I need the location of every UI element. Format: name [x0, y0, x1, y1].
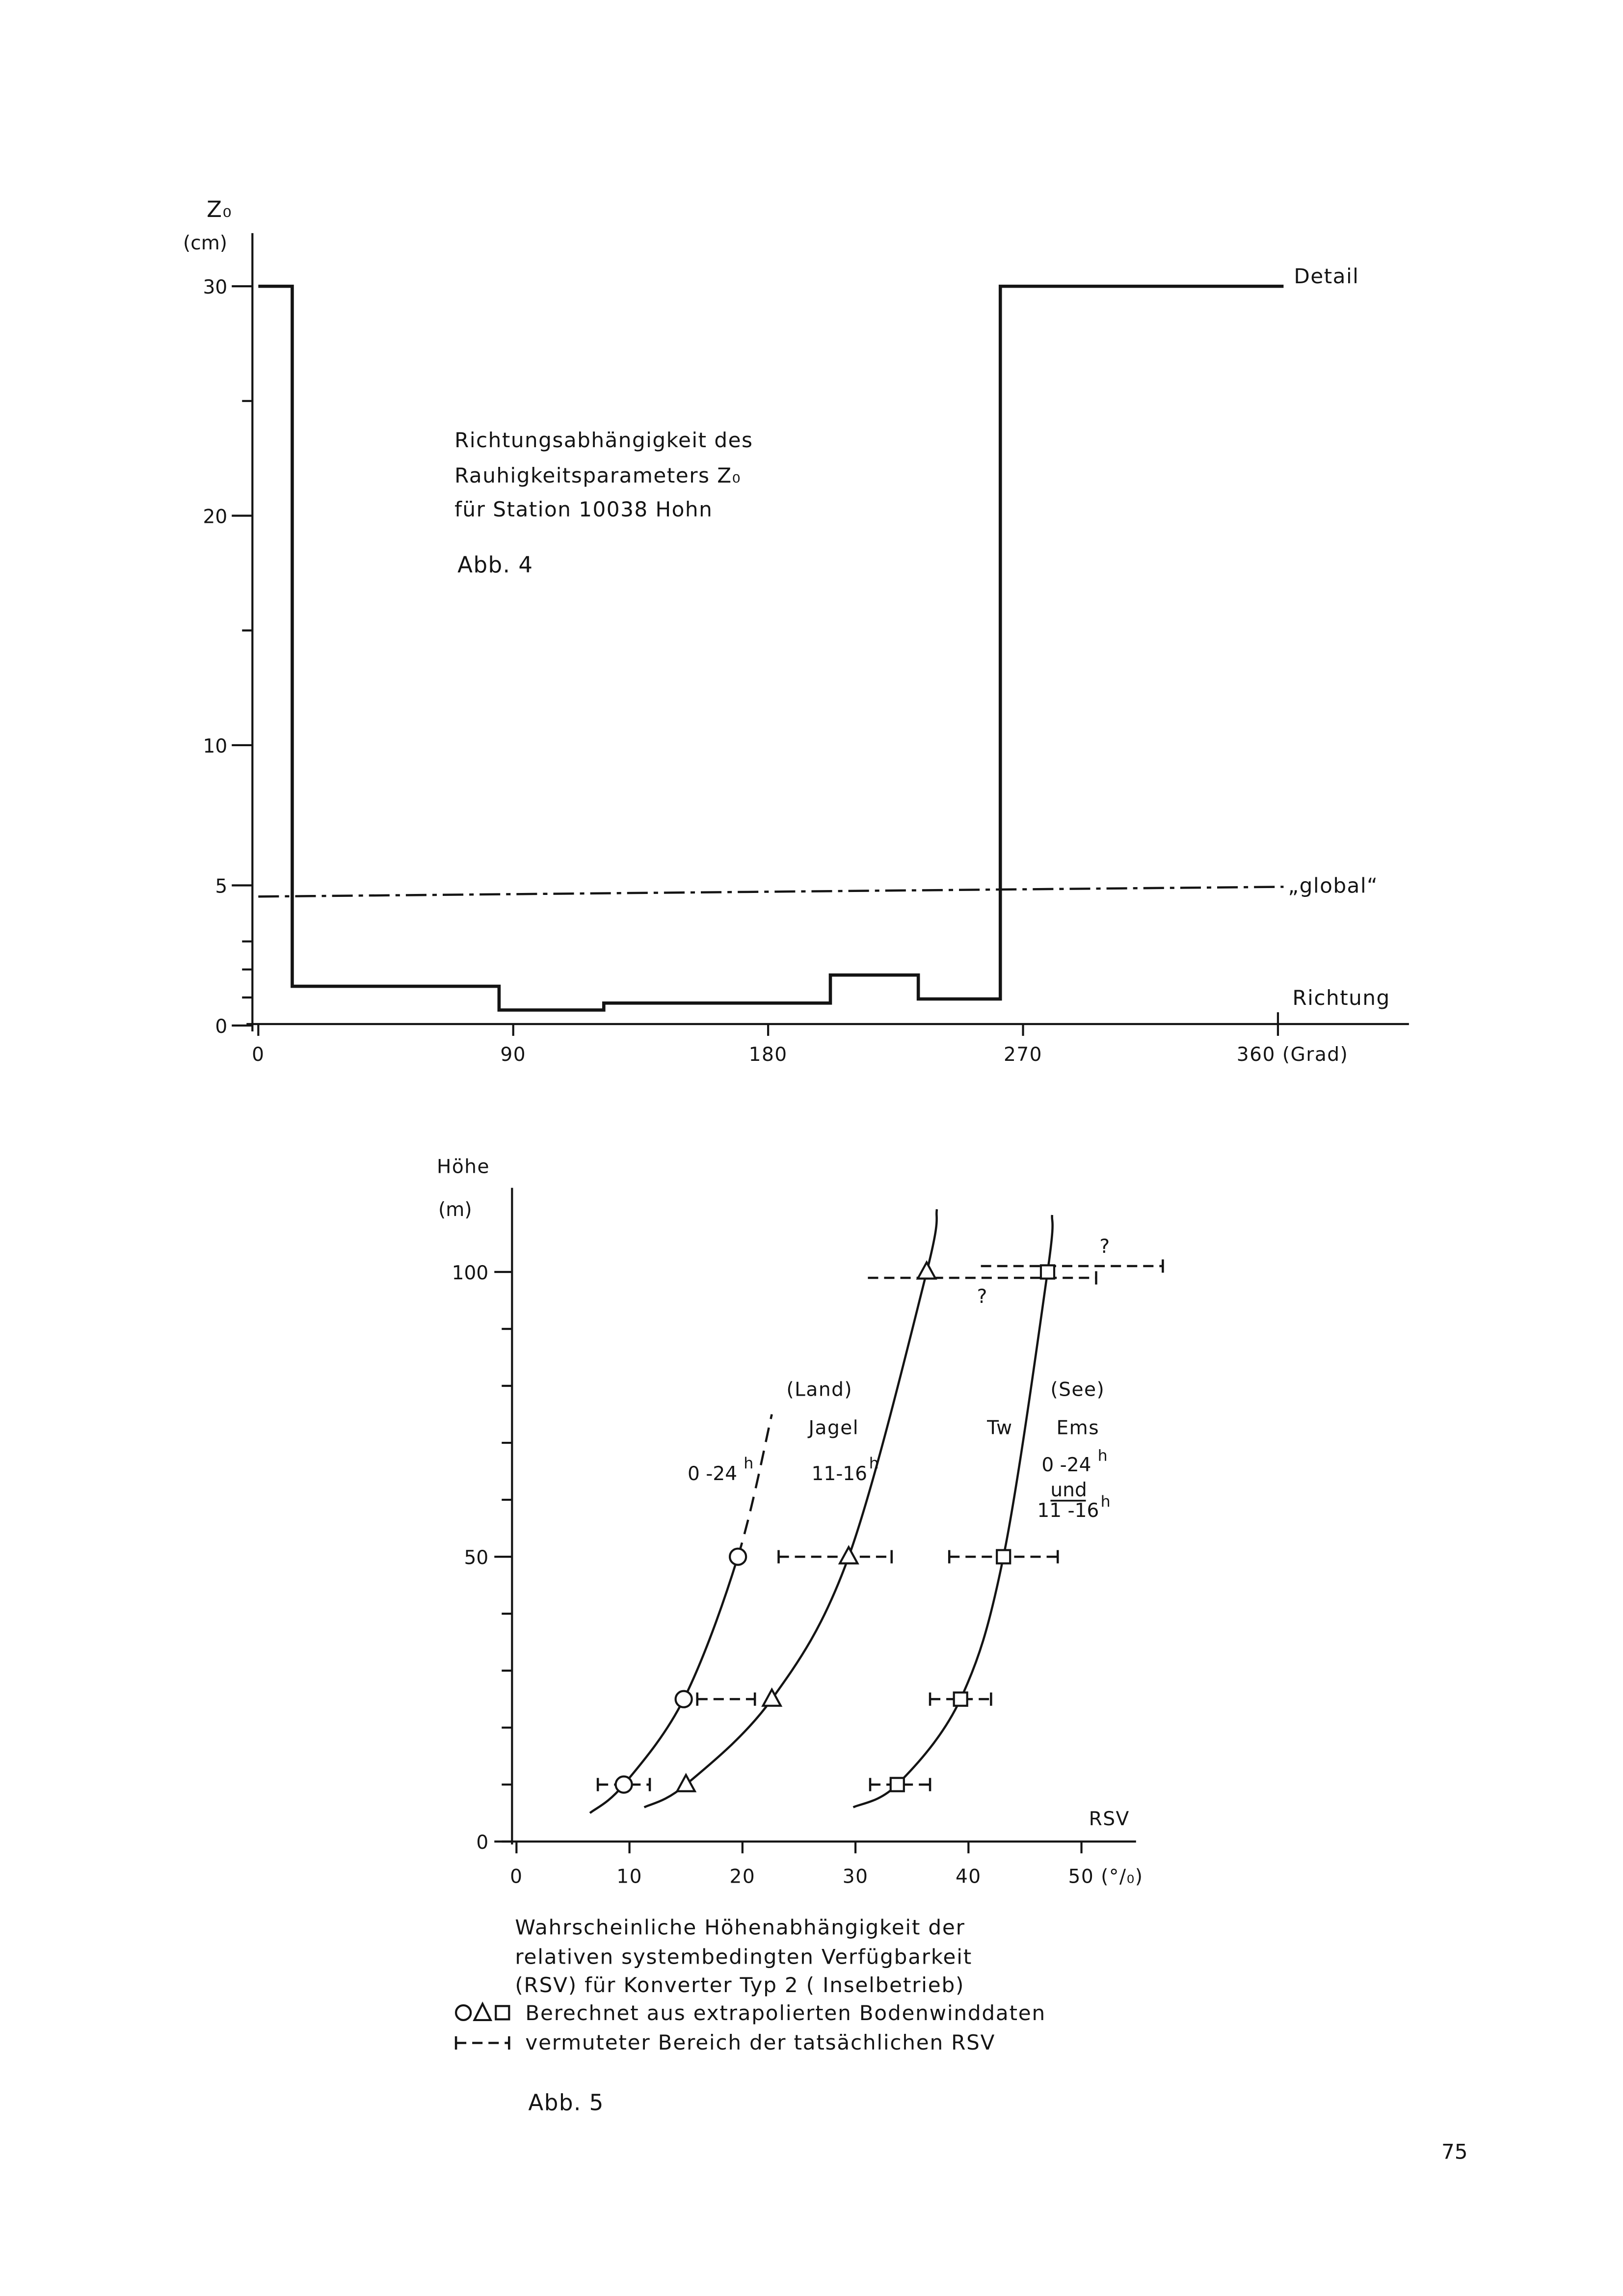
y-axis-unit: (cm): [183, 232, 228, 254]
y-tick-label: 100: [452, 1262, 489, 1285]
y-tick-label: 30: [203, 276, 228, 299]
figure-label: Abb. 5: [528, 2089, 604, 2116]
y-tick-label: 0: [476, 1832, 489, 1854]
label-und: und: [1050, 1479, 1087, 1501]
y-tick-label: 5: [215, 875, 228, 898]
x-tick-label: 270: [1003, 1044, 1043, 1066]
y-tick-label: 50: [464, 1547, 489, 1569]
annotation-line: für Station 10038 Hohn: [454, 497, 713, 522]
y-axis-label: Höhe: [437, 1156, 490, 1178]
legend-text: Berechnet aus extrapolierten Bodenwinddaten: [525, 2000, 1046, 2025]
square-marker: [954, 1693, 967, 1706]
label-tw: Tw: [987, 1417, 1013, 1439]
label-land-all-day: 0 -24: [688, 1462, 738, 1485]
label-hour-superscript: h: [1100, 1492, 1111, 1511]
range-uncertain-note: ?: [977, 1286, 987, 1308]
series-label-global: „global“: [1288, 873, 1379, 898]
x-tick-label: 40: [955, 1865, 982, 1888]
label-hour-superscript: h: [744, 1454, 754, 1472]
range-uncertain-note: ?: [1099, 1235, 1110, 1258]
figure-label: Abb. 4: [457, 552, 533, 578]
x-axis-label: Richtung: [1292, 985, 1390, 1010]
circle-marker: [730, 1549, 746, 1565]
y-axis-label: Z₀: [207, 196, 233, 222]
x-axis-label: RSV: [1089, 1808, 1130, 1831]
circle-marker: [676, 1691, 692, 1707]
square-marker: [891, 1778, 904, 1791]
x-tick-label: 360 (Grad): [1236, 1044, 1349, 1066]
circle-marker: [616, 1777, 632, 1793]
label-land: (Land): [786, 1378, 853, 1401]
page-number: 75: [1441, 2139, 1468, 2164]
series-label-detail: Detail: [1294, 264, 1359, 289]
label-jagel: Jagel: [808, 1417, 859, 1439]
label-ems: Ems: [1056, 1417, 1100, 1439]
x-tick-label: 50 (°/₀): [1068, 1865, 1144, 1888]
square-marker: [1041, 1265, 1054, 1278]
label-see: (See): [1050, 1378, 1105, 1401]
caption-line: Wahrscheinliche Höhenabhängigkeit der: [515, 1915, 965, 1940]
x-tick-label: 90: [500, 1044, 527, 1066]
annotation-line: Richtungsabhängigkeit des: [454, 428, 753, 452]
label-hour-superscript: h: [869, 1454, 879, 1472]
annotation-line: Rauhigkeitsparameters Z₀: [454, 463, 742, 487]
y-tick-label: 0: [215, 1016, 228, 1038]
y-axis-unit: (m): [438, 1198, 472, 1221]
label-hour-superscript: h: [1097, 1447, 1108, 1465]
legend-text: vermuteter Bereich der tatsächlichen RSV: [525, 2030, 996, 2055]
x-tick-label: 0: [510, 1865, 523, 1888]
label-see-all-day: 0 -24: [1041, 1454, 1091, 1476]
x-tick-label: 180: [748, 1044, 788, 1066]
square-icon: [496, 2006, 509, 2019]
x-tick-label: 10: [616, 1865, 642, 1888]
x-tick-label: 0: [252, 1044, 265, 1066]
caption-line: (RSV) für Konverter Typ 2 ( Inselbetrieb): [515, 1972, 965, 1997]
square-marker: [997, 1550, 1010, 1564]
circle-icon: [456, 2005, 471, 2020]
x-tick-label: 30: [842, 1865, 869, 1888]
y-tick-label: 20: [203, 506, 228, 528]
y-tick-label: 10: [203, 735, 228, 757]
caption-line: relativen systembedingten Verfügbarkeit: [515, 1945, 973, 1969]
label-land-midday: 11-16: [811, 1462, 868, 1485]
label-see-midday: 11 -16: [1037, 1499, 1099, 1522]
x-tick-label: 20: [729, 1865, 756, 1888]
